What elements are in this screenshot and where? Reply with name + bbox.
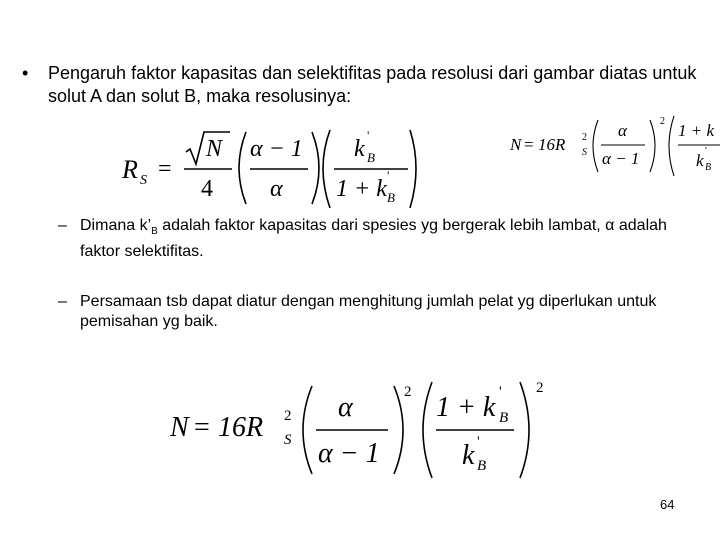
- n-equals: =: [194, 412, 210, 443]
- one-plus-kb-sub: B: [499, 410, 509, 426]
- square-small-1: 2: [660, 116, 665, 127]
- one-plus-kb-sub: B: [387, 190, 395, 205]
- plates-equation: [166, 372, 556, 482]
- page-number: 64: [660, 497, 675, 512]
- sqrt-arg: N: [206, 136, 223, 162]
- kb-small: k: [696, 151, 704, 170]
- one-plus-kb-num: 1 + k: [436, 392, 496, 423]
- rs-equals: =: [158, 156, 172, 182]
- left-paren-2: [323, 130, 330, 208]
- n-lhs: N: [170, 412, 189, 443]
- alpha-minus-1-small: α − 1: [602, 149, 640, 168]
- rs-lhs: R: [122, 155, 138, 184]
- rs-lhs-sub: S: [140, 173, 147, 188]
- square-2: 2: [536, 380, 544, 396]
- rs-sup-small: 2: [582, 132, 587, 143]
- right-paren-4: [520, 382, 529, 478]
- kb-small-sub: B: [705, 162, 712, 173]
- sub-bullet-definition: [58, 216, 698, 262]
- kb-den-prime: ': [477, 434, 480, 450]
- plates-equation-small-clip: [508, 110, 720, 180]
- sub-bullet-plates-text: Persamaan tsb dapat diatur dengan menghitung jumlah pelat yg diperlukan untuk pemisahan yg baik.: [80, 293, 657, 330]
- n-lhs-small: N: [510, 135, 522, 154]
- sub-bullet-marker: –: [58, 293, 67, 310]
- alpha-num: α: [338, 392, 353, 423]
- left-paren-4: [423, 382, 432, 478]
- denominator-4: 4: [201, 176, 213, 202]
- kb-small-prime: ': [705, 146, 707, 157]
- rs-sub: S: [284, 432, 292, 448]
- alpha-minus-1: α − 1: [250, 136, 303, 162]
- sub-bullet-plates: [58, 292, 698, 332]
- kb-numerator-prime: ': [367, 128, 370, 143]
- one-plus-kb-prime: ': [499, 384, 502, 400]
- rs-sub-small: S: [582, 147, 587, 158]
- coefficient: 16R: [218, 412, 264, 443]
- right-paren-2: [410, 130, 416, 208]
- right-paren-1: [312, 132, 319, 204]
- resolution-equation: [118, 122, 418, 212]
- one-plus-kb: 1 + k: [336, 176, 387, 202]
- alpha-minus-1-den: α − 1: [318, 438, 380, 469]
- n-equals-small: =: [524, 135, 534, 154]
- square-1: 2: [404, 384, 412, 400]
- kb-den: k: [462, 440, 475, 471]
- kb-den-sub: B: [477, 458, 487, 474]
- left-paren-1: [239, 132, 246, 204]
- main-bullet-text: Pengaruh faktor kapasitas dan selektifitas pada resolusi dari gambar diatas untuk solut A dan solut B, maka resolusinya:: [48, 63, 697, 106]
- rs-square: 2: [284, 408, 292, 424]
- left-paren-3: [303, 386, 312, 474]
- sub-bullet-definition-text: Dimana $k’_B$ adalah faktor kapasitas dari spesies yg bergerak lebih lambat, α adalah faktor selektifitas.: [80, 217, 667, 261]
- lparen-small-1: [593, 120, 598, 172]
- one-plus-small: 1 + k: [678, 121, 715, 140]
- plates-equation-small: [508, 110, 720, 180]
- kb-numerator-sub: B: [367, 150, 375, 165]
- alpha-denominator: α: [270, 176, 283, 202]
- alpha-small: α: [618, 121, 627, 140]
- one-plus-kb-prime: ': [387, 168, 390, 183]
- main-bullet: [22, 62, 702, 108]
- rparen-small-1: [650, 120, 655, 172]
- sub-bullet-marker: –: [58, 217, 67, 234]
- bullet-marker: •: [22, 63, 29, 83]
- lparen-small-2: [669, 116, 674, 176]
- kb-numerator: k: [354, 136, 365, 162]
- right-paren-3: [394, 386, 403, 474]
- coef-small: 16R: [538, 135, 566, 154]
